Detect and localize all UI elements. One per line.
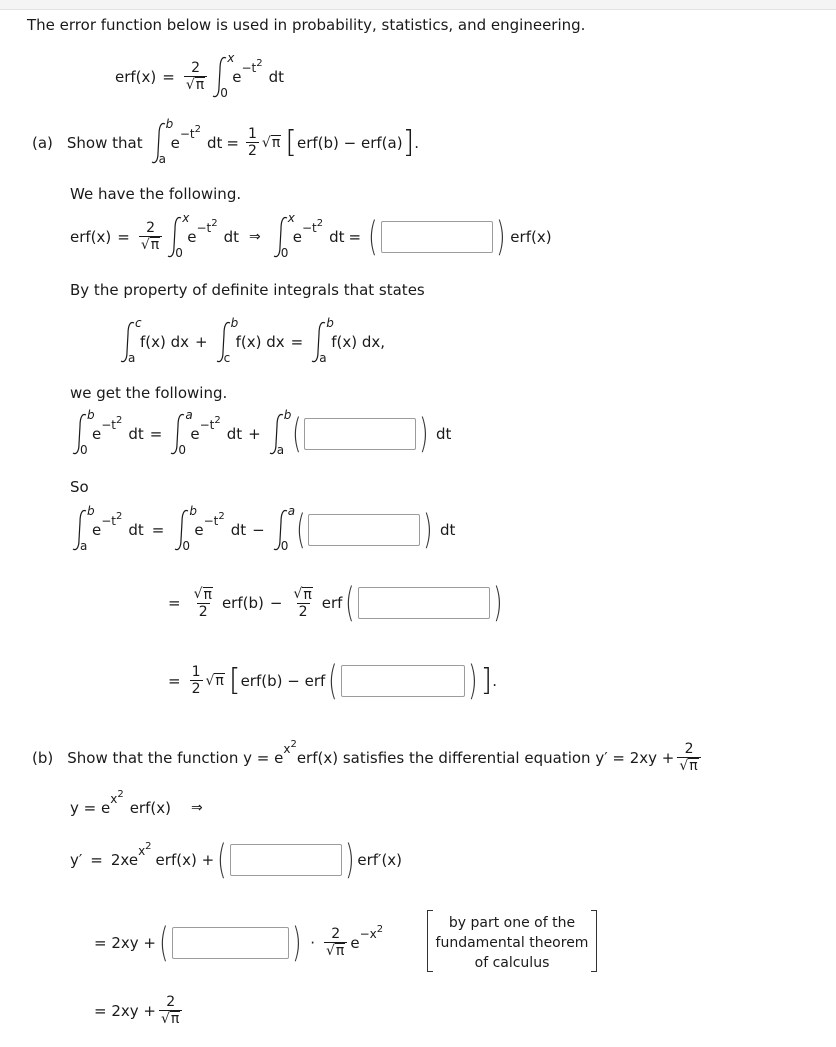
answer-input-4[interactable] xyxy=(358,587,490,619)
answer-input-3[interactable] xyxy=(308,514,420,546)
part-b-step-3: = 2xy + ( ) · 2 √ π e $-x^2$ xyxy=(94,920,384,966)
part-b-step-2: y′ = 2xe $x^2$ erf(x) + ( ) erf′(x) xyxy=(70,837,403,883)
part-b-step-4: = 2xy + 2 √ π xyxy=(94,988,185,1034)
step-2: b 0 e $-t^2$ dt = a 0 e $-t^2$ dt + b a ( ) dt xyxy=(70,410,451,458)
answer-input-7[interactable] xyxy=(172,927,289,959)
part-a-statement: (a) Show that b a e $-t^2$ dt = $\frac{1}{2}$ √ π [ erf(b) − erf(a) ] . xyxy=(32,117,420,166)
erf-label: erf(x) xyxy=(115,68,157,86)
step-5: = $\frac{1}{2}$ √ π [ erf(b) − erf ( ) ] . xyxy=(168,658,497,704)
ftc-note: by part one of the fundamental theorem of calculus xyxy=(427,910,597,972)
property-text: By the property of definite integrals that states xyxy=(70,281,425,299)
fraction-2-sqrtpi: 2 √ π xyxy=(184,61,207,93)
answer-input-6[interactable] xyxy=(230,844,342,876)
answer-input-1[interactable] xyxy=(381,221,493,253)
intro-text: The error function below is used in probability, statistics, and engineering. xyxy=(27,16,586,34)
step-3: b a e $-t^2$ dt = b 0 e $-t^2$ dt − a 0 ( ) dt xyxy=(70,506,455,554)
step-1: erf(x) = 2 √ π x 0 e $-t^2$ dt ⇒ x 0 e $-t^2$ dt = ( ) erf(x) xyxy=(70,211,552,260)
erf-definition: erf(x) = 2 √ π x 0 e $-t^2$ dt xyxy=(115,51,284,100)
property-equation: c a f(x) dx + b c f(x) dx = b a f(x) dx, xyxy=(118,318,385,366)
part-b-statement: (b) Show that the function y = e $x^2$ erf(x) satisfies the differential equation y′ = 2xy + 2 √ π xyxy=(32,735,704,781)
answer-input-5[interactable] xyxy=(341,665,465,697)
part-b-step-1: y = e $x^2$ erf(x) ⇒ xyxy=(70,789,203,817)
top-border xyxy=(0,0,836,10)
answer-input-2[interactable] xyxy=(304,418,416,450)
step-4: = √ π 2 erf(b) − √ π 2 erf ( ) xyxy=(168,580,503,626)
so-text: So xyxy=(70,478,89,496)
we-get-text: we get the following. xyxy=(70,384,228,402)
we-have-text: We have the following. xyxy=(70,185,242,203)
integral-sign: x 0 xyxy=(210,55,232,99)
